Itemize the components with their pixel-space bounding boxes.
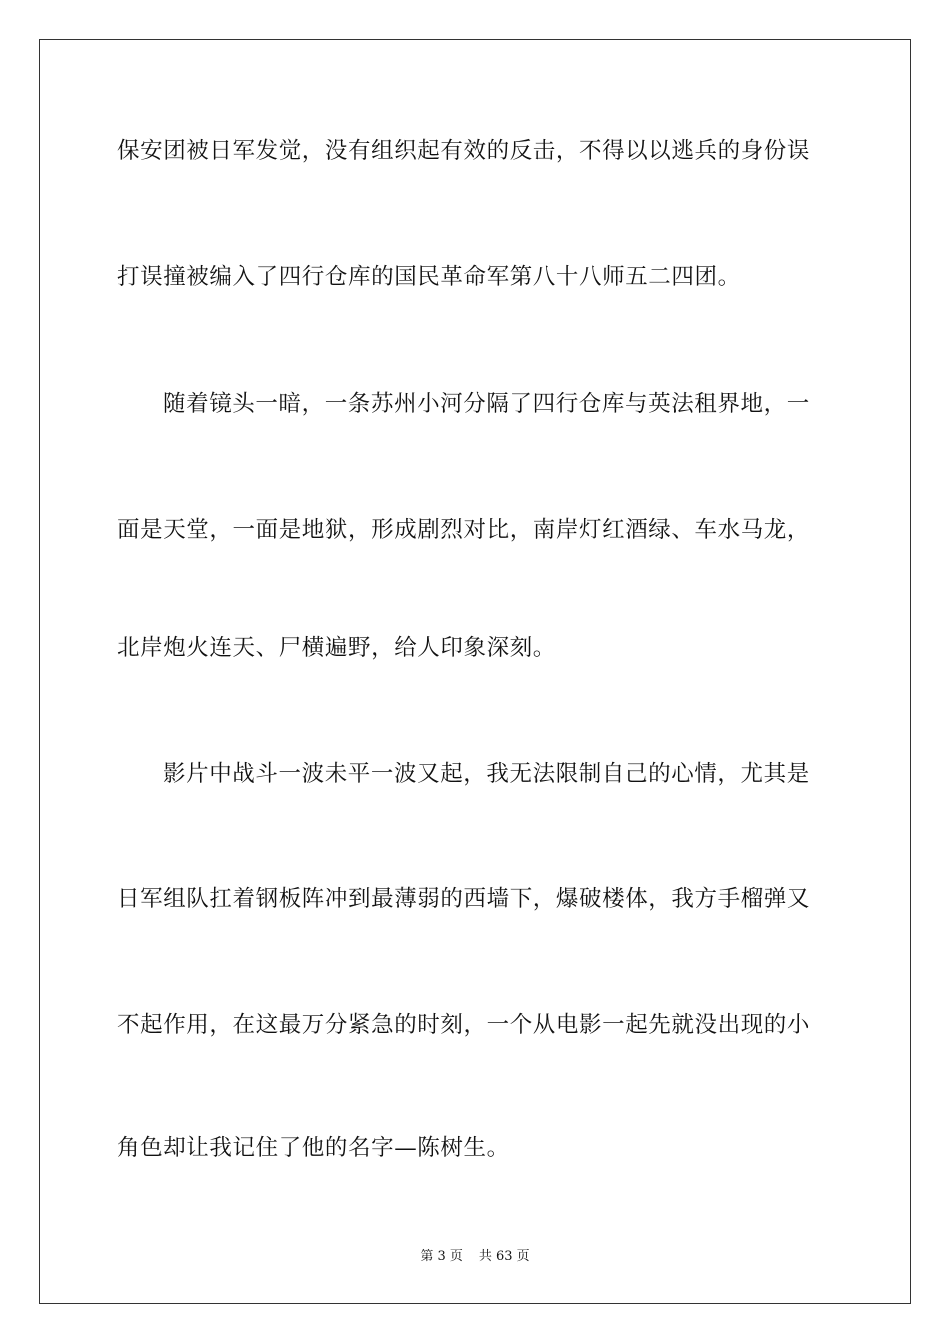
page-total: 共 63 页 <box>478 1249 530 1264</box>
page-number: 第 3 页 <box>420 1249 463 1264</box>
text-line-2: 打误撞被编入了四行仓库的国民革命军第八十八师五二四团。 <box>117 264 741 290</box>
text-line-1: 保安团被日军发觉，没有组织起有效的反击，不得以以逃兵的身份误 <box>117 138 811 164</box>
text-line-5: 北岸炮火连天、尸横遍野，给人印象深刻。 <box>117 635 556 661</box>
text-line-4: 面是天堂，一面是地狱，形成剧烈对比，南岸灯红酒绿、车水马龙， <box>117 517 811 543</box>
text-line-8: 不起作用，在这最万分紧急的时刻，一个从电影一起先就没出现的小 <box>117 1012 811 1038</box>
page-border <box>39 39 911 1304</box>
paragraph-start-line-6: 影片中战斗一波未平一波又起，我无法限制自己的心情，尤其是 <box>163 761 810 787</box>
text-line-7: 日军组队扛着钢板阵冲到最薄弱的西墙下，爆破楼体，我方手榴弹又 <box>117 886 811 912</box>
page-footer <box>0 1248 950 1266</box>
text-line-9: 角色却让我记住了他的名字—陈树生。 <box>117 1135 510 1161</box>
paragraph-start-line-3: 随着镜头一暗，一条苏州小河分隔了四行仓库与英法租界地，一 <box>163 391 810 417</box>
